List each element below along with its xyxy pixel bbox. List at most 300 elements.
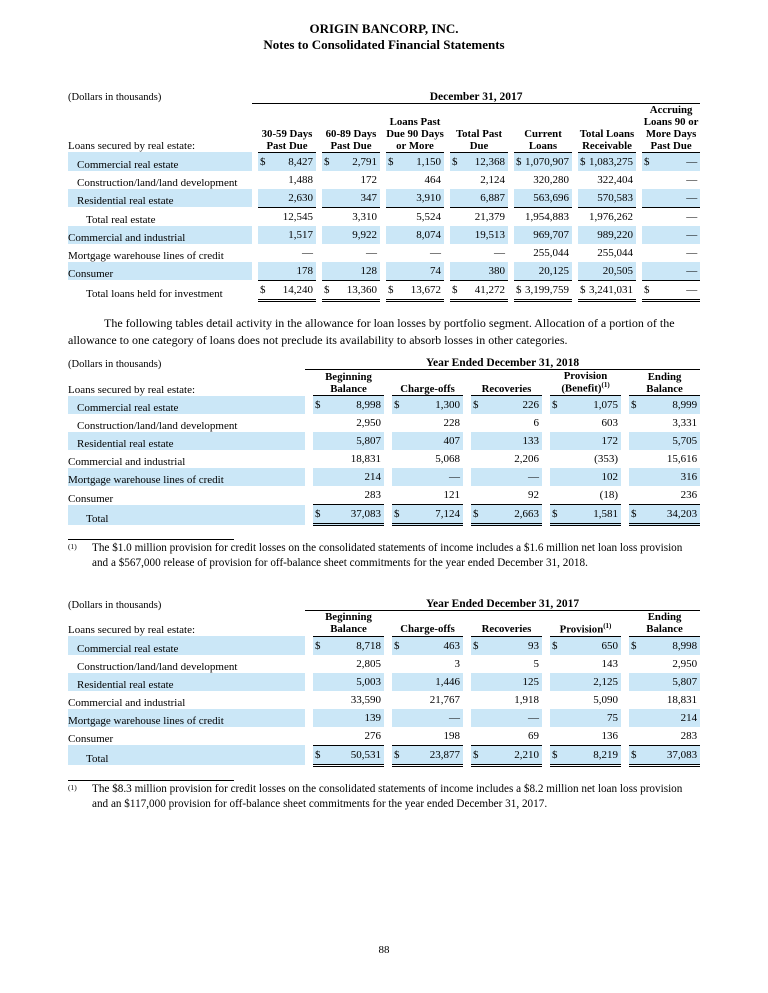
currency-symbol: $ [552, 399, 558, 412]
table-row [68, 262, 700, 281]
value-cell [550, 745, 621, 765]
value-cell [258, 280, 316, 300]
row-label: Construction/land/land development [77, 660, 238, 673]
cell-value: 969,707 [533, 228, 569, 241]
value-cell [386, 244, 444, 262]
column-header: Recoveries [471, 370, 542, 396]
column-header: Beginning Balance [313, 611, 384, 636]
table-row [68, 280, 700, 300]
column-spacer [463, 486, 471, 505]
column-spacer [621, 673, 629, 691]
column-spacer [621, 486, 629, 505]
cell-value: 19,513 [474, 228, 505, 241]
value-cell [392, 414, 463, 432]
value-cell [642, 207, 700, 226]
cell-value: 133 [522, 435, 539, 448]
value-cell [471, 486, 542, 505]
value-cell [471, 505, 542, 525]
value-cell [386, 189, 444, 208]
value-cell [392, 432, 463, 450]
value-cell [386, 262, 444, 281]
cell-value: 21,767 [429, 693, 460, 706]
value-cell [322, 189, 380, 208]
value-cell [471, 396, 542, 415]
cell-value: 8,427 [288, 155, 313, 168]
column-spacer [463, 432, 471, 450]
column-spacer [384, 396, 392, 415]
column-header-row [68, 103, 700, 152]
column-spacer [542, 450, 550, 468]
value-cell [471, 727, 542, 746]
cell-value: 1,581 [593, 508, 618, 521]
value-cell [386, 152, 444, 171]
column-spacer [621, 468, 629, 486]
value-cell [629, 727, 700, 746]
cell-value: 276 [364, 729, 381, 742]
value-cell [313, 432, 384, 450]
value-cell [258, 171, 316, 189]
value-cell [392, 505, 463, 525]
cell-value: 2,124 [480, 173, 505, 186]
column-header: Loans Past Due 90 Days or More [386, 103, 444, 152]
row-label: Consumer [68, 492, 114, 505]
footnote-2017 [68, 782, 700, 812]
value-cell [450, 152, 508, 171]
value-cell [578, 152, 636, 171]
currency-symbol: $ [388, 155, 394, 168]
column-spacer [384, 486, 392, 505]
value-cell [629, 745, 700, 765]
column-spacer [305, 745, 313, 765]
value-cell [258, 207, 316, 226]
value-cell [629, 636, 700, 655]
cell-value: 5,003 [356, 675, 381, 688]
value-cell [450, 262, 508, 281]
lead-row-header: Loans secured by real estate: [68, 383, 196, 396]
period-header: Year Ended December 31, 2017 [305, 598, 700, 611]
cell-value: 139 [364, 711, 381, 724]
cell-value: 1,918 [514, 693, 539, 706]
column-header: Provision$^{(1)}$ [550, 611, 621, 636]
value-cell [322, 262, 380, 281]
row-label: Consumer [68, 262, 252, 281]
value-cell [629, 709, 700, 727]
value-cell [258, 244, 316, 262]
cell-value: 3,241,031 [589, 283, 633, 296]
row-label: Mortgage warehouse lines of credit [68, 468, 305, 486]
value-cell [392, 709, 463, 727]
cell-value: 178 [296, 264, 313, 277]
cell-value: 8,999 [672, 399, 698, 412]
cell-value: 1,300 [435, 399, 460, 412]
value-cell [386, 207, 444, 226]
cell-value: 380 [488, 264, 505, 277]
document-header [68, 21, 700, 54]
cell-value: 75 [607, 711, 618, 724]
cell-value: 14,240 [282, 283, 313, 296]
company-name: ORIGIN BANCORP, INC. [309, 21, 459, 36]
column-spacer [305, 709, 313, 727]
value-cell [313, 727, 384, 746]
cell-value: 283 [364, 489, 381, 502]
value-cell [550, 727, 621, 746]
financial-table [68, 91, 700, 302]
cell-value: — [430, 246, 441, 259]
row-label: Construction/land/land development [77, 176, 238, 189]
dollars-in-thousands-note: (Dollars in thousands) [68, 92, 162, 103]
dollars-in-thousands-note: (Dollars in thousands) [68, 599, 162, 611]
allowance-2018-section [68, 357, 700, 571]
column-spacer [621, 414, 629, 432]
value-cell [313, 486, 384, 505]
cell-value: 2,630 [288, 191, 313, 204]
currency-symbol: $ [388, 283, 394, 296]
cell-value: 603 [601, 417, 618, 430]
value-cell [629, 432, 700, 450]
value-cell [313, 636, 384, 655]
value-cell [392, 727, 463, 746]
cell-value: 125 [522, 675, 539, 688]
column-spacer [305, 486, 313, 505]
column-spacer [542, 727, 550, 746]
currency-symbol: $ [580, 155, 586, 168]
value-cell [313, 691, 384, 709]
column-spacer [463, 636, 471, 655]
column-spacer [463, 691, 471, 709]
column-spacer [463, 414, 471, 432]
cell-value: 1,150 [416, 155, 441, 168]
value-cell [514, 262, 572, 281]
value-cell [450, 280, 508, 300]
cell-value: 41,272 [474, 283, 505, 296]
allowance-2017-section [68, 598, 700, 811]
cell-value: — [302, 246, 313, 259]
value-cell [550, 505, 621, 525]
cell-value: 3,199,759 [525, 283, 569, 296]
lead-row-header: Loans secured by real estate: [68, 140, 196, 153]
cell-value: (18) [599, 489, 618, 502]
value-cell [629, 655, 700, 673]
value-cell [578, 280, 636, 300]
value-cell [450, 207, 508, 226]
row-label: Residential real estate [68, 189, 252, 208]
cell-value: — [686, 210, 698, 223]
cell-value: — [686, 228, 698, 241]
value-cell [514, 244, 572, 262]
table-row [68, 414, 700, 432]
cell-value: 1,488 [288, 173, 313, 186]
footnote-2018 [68, 541, 700, 571]
cell-value: 8,998 [356, 399, 381, 412]
cell-value: 320,280 [533, 173, 569, 186]
cell-value: 12,545 [282, 210, 313, 223]
cell-value: 463 [443, 639, 460, 652]
currency-symbol: $ [473, 399, 479, 412]
value-cell [392, 396, 463, 415]
column-spacer [542, 432, 550, 450]
column-header: Charge-offs [392, 611, 463, 636]
period-row [68, 357, 700, 370]
table-row [68, 673, 700, 691]
column-spacer [621, 505, 629, 525]
cell-value: — [449, 711, 460, 724]
table-row [68, 727, 700, 746]
cell-value: — [528, 711, 539, 724]
value-cell [578, 189, 636, 208]
cell-value: — [686, 246, 698, 259]
dollars-in-thousands-note: (Dollars in thousands) [68, 358, 162, 370]
value-cell [313, 505, 384, 525]
cell-value: 255,044 [597, 246, 633, 259]
cell-value: 1,070,907 [525, 155, 569, 168]
past-due-loans-section [68, 91, 700, 302]
value-cell [471, 450, 542, 468]
cell-value: 143 [601, 657, 618, 670]
footnote-marker: (1) [68, 542, 77, 552]
cell-value: 8,219 [593, 748, 618, 761]
cell-value: 407 [443, 435, 460, 448]
cell-value: 37,083 [350, 508, 381, 521]
column-header: 60-89 Days Past Due [322, 103, 380, 152]
cell-value: 3 [454, 657, 460, 670]
value-cell [392, 636, 463, 655]
column-spacer [463, 727, 471, 746]
cell-value: 464 [424, 173, 441, 186]
cell-value: 21,379 [474, 210, 505, 223]
value-cell [392, 486, 463, 505]
column-spacer [621, 432, 629, 450]
cell-value: 214 [680, 711, 698, 724]
currency-symbol: $ [473, 748, 479, 761]
cell-value: — [494, 246, 505, 259]
financial-table [68, 598, 700, 766]
cell-value: 15,616 [666, 453, 698, 466]
cell-value: 1,976,262 [589, 210, 633, 223]
column-spacer [463, 505, 471, 525]
currency-symbol: $ [644, 155, 650, 168]
column-spacer [305, 414, 313, 432]
column-spacer [542, 414, 550, 432]
column-spacer [542, 611, 550, 636]
currency-symbol: $ [394, 508, 400, 521]
table-row [68, 468, 700, 486]
cell-value: — [686, 173, 698, 186]
currency-symbol: $ [315, 399, 321, 412]
column-spacer [542, 468, 550, 486]
document-title: Notes to Consolidated Financial Statements [263, 37, 505, 53]
column-spacer [384, 709, 392, 727]
value-cell [514, 171, 572, 189]
column-spacer [384, 655, 392, 673]
column-spacer [463, 468, 471, 486]
column-header: Charge-offs [392, 370, 463, 396]
currency-symbol: $ [324, 155, 330, 168]
lead-row-header: Loans secured by real estate: [68, 624, 196, 637]
column-spacer [542, 673, 550, 691]
value-cell [322, 244, 380, 262]
value-cell [322, 280, 380, 300]
column-spacer [305, 370, 313, 396]
value-cell [392, 673, 463, 691]
period-row [68, 598, 700, 611]
column-spacer [621, 745, 629, 765]
column-spacer [463, 611, 471, 636]
row-label: Total [68, 505, 305, 525]
column-spacer [463, 370, 471, 396]
column-spacer [463, 450, 471, 468]
column-spacer [621, 655, 629, 673]
value-cell [392, 468, 463, 486]
value-cell [471, 636, 542, 655]
column-spacer [463, 673, 471, 691]
value-cell [258, 262, 316, 281]
column-header: Recoveries [471, 611, 542, 636]
footnote-text: The $8.3 million provision for credit losses on the consolidated statements of income includes a $8.2 million net loan loss provision and an $117,000 provision for off-balance sheet commitments for the year ended December 31, 2017. [92, 782, 683, 810]
period-row [68, 91, 700, 104]
value-cell [578, 226, 636, 244]
column-spacer [463, 655, 471, 673]
value-cell [642, 226, 700, 244]
footnote-ref: (1) [601, 381, 610, 390]
cell-value: 69 [528, 729, 539, 742]
column-spacer [384, 691, 392, 709]
cell-value: 20,125 [538, 264, 569, 277]
cell-value: 255,044 [533, 246, 569, 259]
currency-symbol: $ [631, 748, 637, 761]
cell-value: 1,954,883 [525, 210, 569, 223]
row-label: Mortgage warehouse lines of credit [68, 249, 224, 262]
value-cell [471, 673, 542, 691]
column-spacer [621, 370, 629, 396]
value-cell [313, 414, 384, 432]
footnote-divider [68, 539, 234, 540]
column-spacer [384, 745, 392, 765]
value-cell [642, 280, 700, 300]
column-spacer [305, 727, 313, 746]
value-cell [578, 171, 636, 189]
value-cell [313, 468, 384, 486]
period-header: Year Ended December 31, 2018 [305, 357, 700, 370]
currency-symbol: $ [552, 748, 558, 761]
column-spacer [621, 611, 629, 636]
value-cell [578, 207, 636, 226]
column-header: Accruing Loans 90 or More Days Past Due [643, 103, 699, 152]
column-spacer [621, 396, 629, 415]
cell-value: 5,090 [593, 693, 618, 706]
column-spacer [384, 432, 392, 450]
table-row [68, 432, 700, 450]
value-cell [629, 414, 700, 432]
cell-value: — [686, 155, 698, 168]
value-cell [642, 152, 700, 171]
column-spacer [542, 655, 550, 673]
column-header: Total Loans Receivable [578, 103, 636, 152]
value-cell [322, 207, 380, 226]
column-spacer [463, 709, 471, 727]
table-row [68, 171, 700, 189]
cell-value: — [686, 191, 698, 204]
value-cell [550, 414, 621, 432]
column-header: Ending Balance [629, 611, 700, 636]
column-spacer [384, 468, 392, 486]
cell-value: 34,203 [666, 508, 698, 521]
cell-value: 8,718 [356, 639, 381, 652]
column-spacer [542, 745, 550, 765]
currency-symbol: $ [516, 155, 522, 168]
footnote-divider [68, 780, 234, 781]
column-spacer [542, 709, 550, 727]
column-spacer [384, 727, 392, 746]
value-cell [550, 450, 621, 468]
column-header: 30-59 Days Past Due [258, 103, 316, 152]
value-cell [550, 636, 621, 655]
column-spacer [305, 468, 313, 486]
cell-value: 1,446 [435, 675, 460, 688]
currency-symbol: $ [631, 639, 637, 652]
financial-table [68, 357, 700, 526]
column-header: Beginning Balance [313, 370, 384, 396]
cell-value: 74 [430, 264, 441, 277]
value-cell [514, 207, 572, 226]
column-header-row [68, 370, 700, 396]
cell-value: 7,124 [435, 508, 460, 521]
value-cell [550, 432, 621, 450]
currency-symbol: $ [552, 508, 558, 521]
column-header: Provision (Benefit)$^{(1)}$ [550, 370, 621, 396]
row-label: Total real estate [86, 213, 156, 226]
value-cell [392, 450, 463, 468]
row-label: Commercial real estate [68, 152, 252, 171]
column-spacer [384, 370, 392, 396]
value-cell [313, 450, 384, 468]
column-spacer [542, 370, 550, 396]
body-paragraph: The following tables detail activity in the allowance for loan losses by portfolio segment. Allocation of a portion of the allowance to one category of loans does not preclude its availability to absorb losses in other categories. [68, 315, 675, 347]
currency-symbol: $ [473, 639, 479, 652]
cell-value: 316 [680, 471, 698, 484]
value-cell [514, 226, 572, 244]
row-label: Commercial and industrial [68, 696, 186, 709]
currency-symbol: $ [631, 399, 637, 412]
allowance-2017-table [68, 598, 700, 766]
period-header: December 31, 2017 [252, 91, 700, 104]
currency-symbol: $ [315, 639, 321, 652]
cell-value: 37,083 [666, 748, 698, 761]
cell-value: 283 [680, 729, 698, 742]
row-label: Total [68, 745, 305, 765]
table-row [68, 505, 700, 525]
currency-symbol: $ [452, 155, 458, 168]
cell-value: — [449, 471, 460, 484]
cell-value: 6,887 [480, 191, 505, 204]
cell-value: 13,672 [410, 283, 441, 296]
column-spacer [621, 709, 629, 727]
column-spacer [463, 396, 471, 415]
value-cell [514, 189, 572, 208]
value-cell [550, 486, 621, 505]
cell-value: 18,831 [350, 453, 381, 466]
cell-value: 121 [443, 489, 460, 502]
value-cell [642, 244, 700, 262]
column-spacer [305, 611, 313, 636]
past-due-loans-table [68, 91, 700, 302]
value-cell [514, 152, 572, 171]
value-cell [450, 171, 508, 189]
value-cell [471, 745, 542, 765]
column-spacer [542, 636, 550, 655]
cell-value: 236 [680, 489, 698, 502]
column-header-row [68, 611, 700, 636]
value-cell [386, 280, 444, 300]
